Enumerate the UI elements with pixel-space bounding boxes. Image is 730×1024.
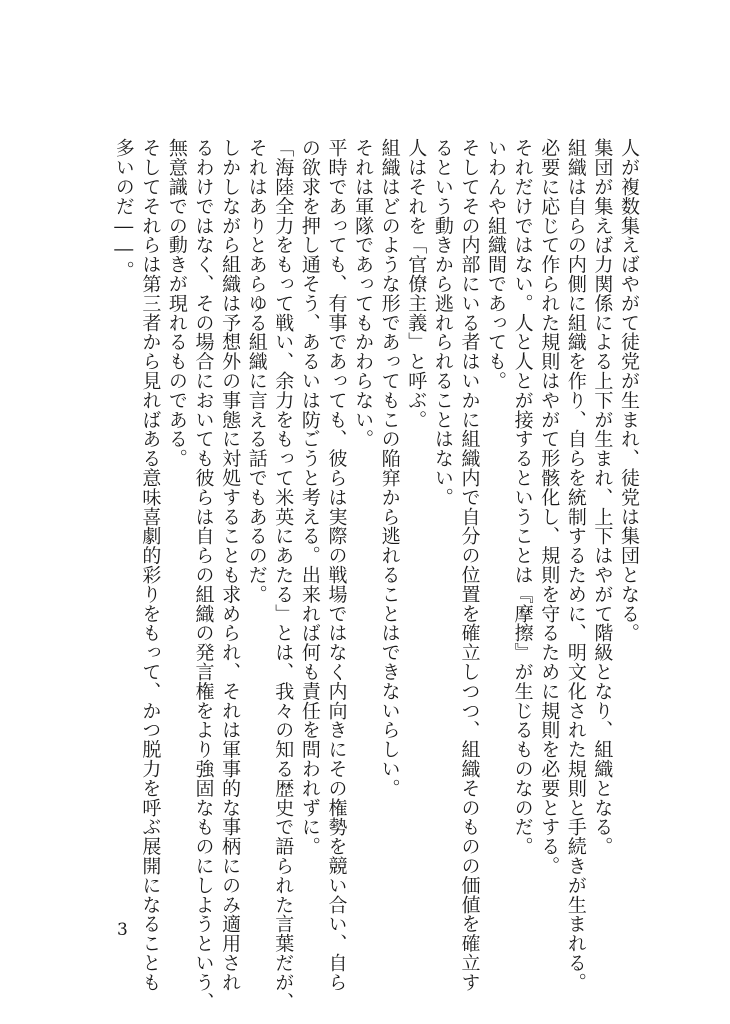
text-line: しかしながら組織は予想外の事態に対処することも求められ、それは軍事的な事柄にのみ適用され bbox=[219, 138, 242, 992]
text-line: 集団が集えば力関係による上下が生まれ、上下はやがて階級となり、組織となる。 bbox=[591, 138, 614, 856]
page-number: 3 bbox=[117, 920, 128, 940]
text-line: そしてその内部にいる者はいかに組織内で自分の位置を確立しつつ、組織そのものの価値を確立す bbox=[458, 138, 481, 992]
text-line: 「海陸全力をもって戦い、余力をもって米英にあたる」とは、我々の知る歴史で語られた言葉だが、 bbox=[272, 138, 295, 1011]
body-text bbox=[110, 138, 642, 1011]
text-line: それだけではない。人と人とが接するということは『摩擦』が生じるものなのだ。 bbox=[511, 138, 534, 856]
text-line: の欲求を押し通そう、あるいは防ごうと考える。出来れば何も責任を問われずに。 bbox=[298, 138, 321, 856]
text-line: 平時であっても、有事であっても、彼らは実際の戦場ではなく内向きにその権勢を競い合い、自ら bbox=[325, 138, 348, 992]
text-line: それはありとあらゆる組織に言える話でもあるのだ。 bbox=[245, 138, 268, 604]
text-line: いわんや組織間であっても。 bbox=[485, 138, 508, 391]
text-line: 人が複数集えばやがて徒党が生まれ、徒党は集団となる。 bbox=[618, 138, 640, 643]
text-line: そしてそれらは第三者から見ればある意味喜劇的彩りをもって、かつ脱力を呼ぶ展開になることも bbox=[139, 138, 162, 992]
text-line: 組織は自らの内側に組織を作り、自らを統制するために、明文化された規則と手続きが生まれる。 bbox=[564, 138, 587, 992]
text-line: 必要に応じて作られた規則はやがて形骸化し、規則を守るために規則を必要とする。 bbox=[538, 138, 561, 876]
text-line: 人はそれを「官僚主義」と呼ぶ。 bbox=[405, 138, 428, 429]
text-line: るわけではなく、その場合においても彼らは自らの組織の発言権をより強固なものにしようという、 bbox=[192, 138, 215, 1011]
text-line: それは軍隊であってもかわらない。 bbox=[352, 138, 375, 449]
text-line: 多いのだ――。 bbox=[112, 138, 135, 280]
text-line: 組織はどのような形であってもこの陥穽から逃れることはできないらしい。 bbox=[378, 138, 401, 798]
text-line: るという動きから逃れられることはない。 bbox=[431, 138, 454, 507]
text-line: 無意識での動きが現れるものである。 bbox=[165, 138, 188, 468]
